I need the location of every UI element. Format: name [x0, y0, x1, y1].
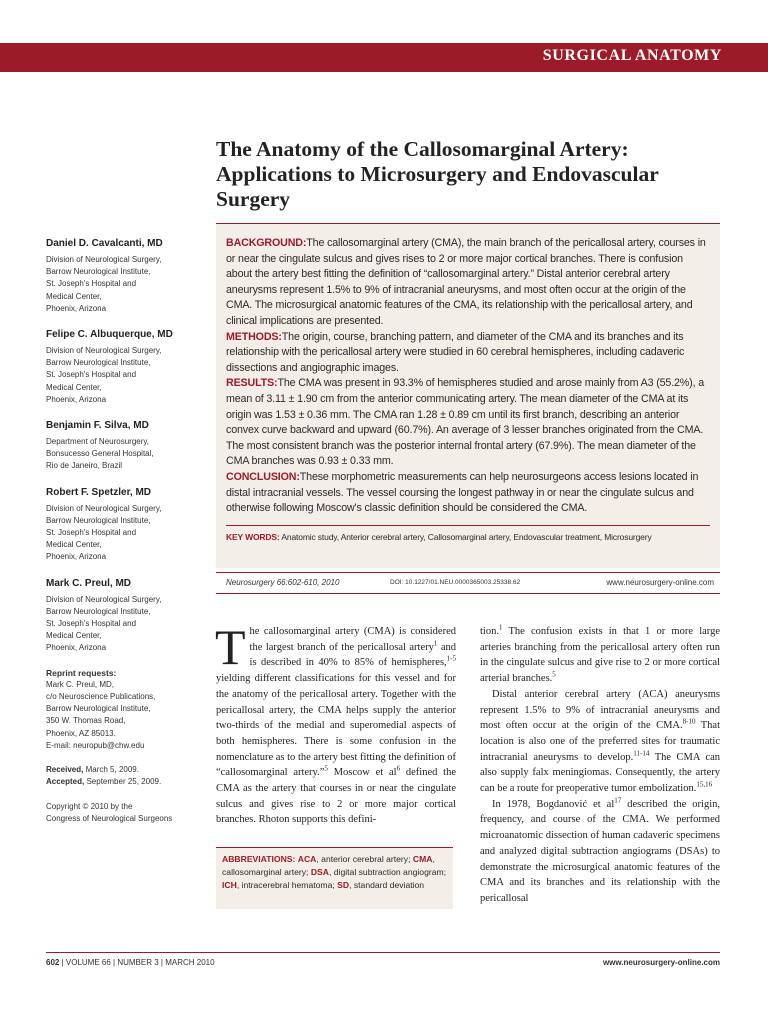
affiliation-line: Medical Center, — [46, 382, 102, 392]
affiliation-line: Department of Neurosurgery, — [46, 437, 150, 447]
affiliation-line: Barrow Neurological Institute, — [46, 358, 151, 368]
footer-website-link[interactable]: www.neurosurgery-online.com — [602, 958, 720, 967]
author-block — [46, 327, 206, 406]
reprint-requests — [46, 667, 206, 752]
affiliation-line: Medical Center, — [46, 291, 102, 301]
accepted-date: Accepted, September 25, 2009. — [46, 777, 162, 787]
abstract-methods: METHODS:The origin, course, branching pattern, and diameter of the CMA and its branches and its relationship with the pericallosal artery were studied in 60 cerebral hemispheres, including cadaveric dissections and angiographic images. — [226, 330, 685, 374]
copyright-line: Copyright © 2010 by the — [46, 801, 133, 811]
abstract-background: BACKGROUND:The callosomarginal artery (CMA), the main branch of the pericallosal artery, courses in or near the cingulate sulcus and gives rises to 2 or more major cortical branches. There is confusion about the artery best fitting the definition of “callosomarginal artery.” Distal anterior cerebral artery aneurysms represent 1.5% to 9% of intracranial aneurysms, and most often occur at the origin of the CMA. The microsurgical anatomic features of the CMA, its relationship with the pericallosal artery, and clinical implications are presented. — [226, 237, 706, 327]
affiliation-line: Barrow Neurological Institute, — [46, 606, 151, 616]
abstract-results: RESULTS:The CMA was present in 93.3% of hemispheres studied and arose mainly from A3 (55.2%), a mean of 3.11 ± 1.90 cm from the anterior communicating artery. The mean diameter of the CMA at its origin was 1.53 ± 0.36 mm. The CMA ran 1.28 ± 0.89 cm until its first branch, describing an anterior convex curve backward and upward (60.7%). An average of 3 lesser branches originated from the CMA. The most consistent branch was the posterior internal frontal artery (67.9%). The mean diameter of the CMA branches was 0.93 ± 0.33 mm. — [226, 377, 704, 468]
body-column-1: The callosomarginal artery (CMA) is considered the largest branch of the pericallosal artery$^1$ and is described in 40% to 85% of hemispheres,$^{1-5}$ yielding different classifications for this vessel and for the anatomy of the pericallosal artery. Together with the pericallosal artery, the CMA helps supply the anterior two-thirds of the medial and superomedial aspects of both hemispheres. There is some confusion in the nomenclature as to the artery best fitting the definition of “callosomarginal artery.”$^5$ Moscow et $al^6$ defined the CMA as the artery that courses in or near the cingulate sulcus and gives rise to 2 or more major cortical branches. Rhoton supports this defini- — [215, 619, 456, 826]
section-label: SURGICAL ANATOMY — [542, 47, 722, 64]
page-footer — [46, 952, 720, 973]
author-block — [46, 418, 206, 473]
section-banner — [0, 43, 768, 72]
abstract-box — [216, 223, 720, 568]
copyright-line: Congress of Neurological Surgeons — [46, 813, 173, 823]
reprint-line: Phoenix, AZ 85013. — [46, 728, 116, 738]
abbreviations-box: ABBREVIATIONS: ACA, anterior cerebral artery; CMA, callosomarginal artery; DSA, digital subtraction angiogram; ICH, intracerebral hematoma; SD, standard deviation — [216, 847, 453, 909]
author-name: Daniel D. Cavalcanti, MD — [46, 238, 163, 249]
paragraph: Distal anterior cerebral artery (ACA) aneurysms represent 1.5% to 9% of intracranial aneurysms and most often occur at the origin of the CMA.$^{8-10}$ That location is also one of the preferred sites for traumatic intracranial aneurysms to develop.$^{11-14}$ The CMA can also supply falx meningiomas. Consequently, the artery can be a route for preoperative tumor embolization.$^{15,16}$ — [480, 688, 720, 795]
affiliation-line: St. Joseph's Hospital and — [46, 279, 137, 289]
affiliation-line: Medical Center, — [46, 631, 102, 641]
paragraph: tion.$^1$ The confusion exists in that 1 or more large arteries branching from the pericallosal artery often run in the cingulate sulcus and give rise to 2 or more cortical arterial branches.$^5$ — [480, 623, 720, 685]
affiliation-line: Division of Neurological Surgery, — [46, 503, 162, 513]
reprint-title: Reprint requests: — [46, 667, 117, 678]
drop-cap: T — [215, 619, 246, 675]
reprint-email[interactable]: E-mail: neuropub@chw.edu — [46, 740, 145, 750]
affiliation-line: St. Joseph's Hospital and — [46, 370, 137, 380]
abstract-conclusion: CONCLUSION:These morphometric measurements can help neurosurgeons access lesions located in distal intracranial vessels. The vessel coursing the longest pathway in or near the cingulate sulcus and otherwise following Moscow's classic definition should be considered the CMA. — [226, 470, 699, 515]
affiliation-line: Bonsucesso General Hospital, — [46, 449, 154, 459]
author-name: Mark C. Preul, MD — [46, 577, 132, 589]
journal-citation: Neurosurgery 66:602-610, 2010 — [226, 578, 340, 587]
affiliation-line: Medical Center, — [46, 540, 102, 550]
affiliation-line: Division of Neurological Surgery, — [46, 255, 162, 264]
author-sidebar — [46, 236, 206, 837]
reprint-line: Mark C. Preul, MD, — [46, 679, 115, 689]
affiliation-line: Barrow Neurological Institute, — [46, 267, 151, 277]
reprint-line: 350 W. Thomas Road, — [46, 716, 126, 726]
doi: DOI: 10.1227/01.NEU.0000365003.25338.62 — [390, 579, 521, 586]
author-name: Felipe C. Albuquerque, MD — [46, 329, 173, 341]
author-block — [46, 236, 206, 315]
paragraph: In 1978, Bogdanović et $al^{17}$ described the origin, frequency, and course of the CMA. We performed microanatomic dissection of human cadaveric specimens and analyzed digital subtraction angiograms (DSAs) to demonstrate the microsurgical anatomic features of the CMA and its branches and its relationship with the pericallosal — [480, 796, 720, 904]
reprint-line: Barrow Neurological Institute, — [46, 704, 151, 714]
affiliation-line: St. Joseph's Hospital and — [46, 528, 137, 538]
page-number: 602 — [46, 958, 60, 967]
affiliation-line: Phoenix, Arizona — [46, 552, 107, 562]
author-block — [46, 485, 206, 564]
affiliation-line: Phoenix, Arizona — [46, 303, 107, 313]
author-name: Robert F. Spetzler, MD — [46, 486, 152, 498]
footer-issue-info: 602 | VOLUME 66 | NUMBER 3 | MARCH 2010 — [46, 958, 215, 967]
affiliation-line: Division of Neurological Surgery, — [46, 594, 162, 604]
affiliation-line: Phoenix, Arizona — [46, 394, 107, 404]
author-name: Benjamin F. Silva, MD — [46, 420, 149, 432]
affiliation-line: Barrow Neurological Institute, — [46, 515, 151, 525]
citation-bar — [216, 572, 720, 594]
keywords: KEY WORDS: Anatomic study, Anterior cerebral artery, Callosomarginal artery, Endovascular treatment, Microsurgery — [226, 525, 710, 546]
affiliation-line: Phoenix, Arizona — [46, 643, 107, 653]
copyright — [46, 801, 206, 825]
affiliation-line: Rio de Janeiro, Brazil — [46, 461, 123, 471]
article-title: The Anatomy of the Callosomarginal Artery: Applications to Microsurgery and Endovascular Surgery — [216, 137, 659, 211]
affiliation-line: Division of Neurological Surgery, — [46, 346, 162, 356]
journal-website-link[interactable]: www.neurosurgery-online.com — [606, 578, 714, 587]
received-dates — [46, 764, 206, 788]
reprint-line: c/o Neuroscience Publications, — [46, 692, 156, 702]
author-block — [46, 576, 206, 655]
affiliation-line: St. Joseph's Hospital and — [46, 619, 137, 629]
received-date: Received, March 5, 2009. — [46, 765, 139, 775]
body-column-2 — [480, 624, 720, 907]
